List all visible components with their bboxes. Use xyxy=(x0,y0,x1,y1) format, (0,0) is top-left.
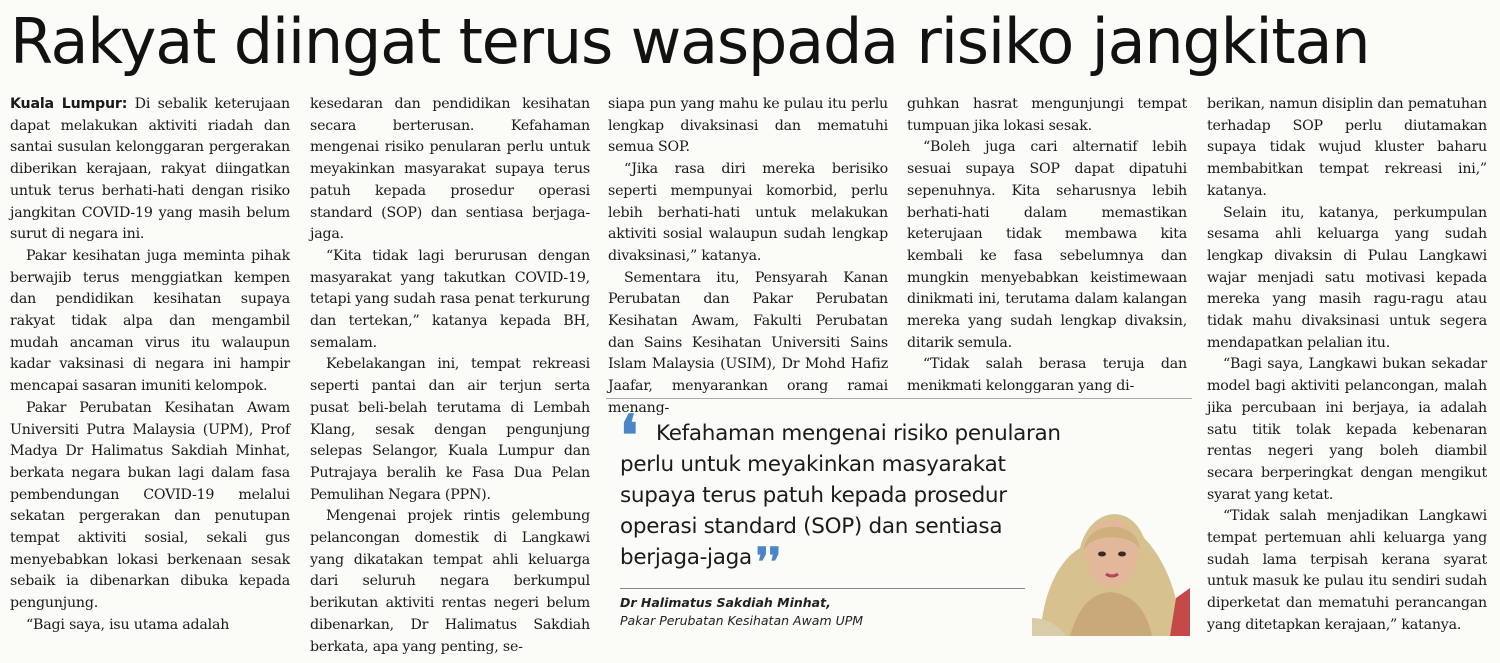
article-paragraph xyxy=(10,94,290,246)
article-paragraph: “Tidak salah menjadikan Langkawi tempat pertemuan ahli keluarga yang sudah lama terpisah kerana syarat untuk masuk ke pulau itu sendiri sudah diperketat dan mematuhi perancangan yang ditetapkan kerajaan,” katanya. xyxy=(1207,508,1487,633)
article-column-3 xyxy=(608,94,888,416)
article-paragraph: Selain itu, katanya, perkumpulan sesama ahli keluarga yang sudah lengkap divaksin di Pulau Langkawi wajar menjadi satu motivasi kepada mereka yang masih ragu-ragu atau tidak mahu divaksinasi untuk segera mendapatkan pelalian itu. xyxy=(1207,204,1487,351)
pullquote-attribution xyxy=(620,594,1020,630)
article-paragraph: siapa pun yang mahu ke pulau itu perlu lengkap divaksinasi dan mematuhi semua SOP. xyxy=(608,96,888,156)
attribution-title: Pakar Perubatan Kesihatan Awam UPM xyxy=(620,613,864,628)
dateline: Kuala Lumpur: xyxy=(10,96,128,112)
close-quote-icon: ❜❜ xyxy=(755,539,782,586)
open-quote-icon: ❛ xyxy=(620,403,639,469)
article-paragraph: Pakar Perubatan Kesihatan Awam Universiti Putra Malaysia (UPM), Prof Madya Dr Halimatus Sakdiah Minhat, berkata negara bukan lagi dalam fasa pembendungan COVID-19 melalui sekatan pergerakan dan penutupan tempat aktiviti sosial, sekali gus menyebabkan lokasi berkenaan sesak sebaik ia dibenarkan dibuka kepada pengunjung. xyxy=(10,399,290,612)
article-paragraph: “Bagi saya, isu utama adalah xyxy=(26,616,230,633)
pullquote-divider xyxy=(606,398,1192,399)
article-paragraph: “Kita tidak lagi berurusan dengan masyarakat yang takutkan COVID-19, tetapi yang sudah rasa penat terkurung dan tertekan,” katanya kepada BH, semalam. xyxy=(310,247,590,351)
pullquote xyxy=(606,404,1192,636)
article-paragraph: Kebelakangan ini, tempat rekreasi seperti pantai dan air terjun serta pusat beli-belah terutama di Lembah Klang, sesak dengan pengunjung selepas Selangor, Kuala Lumpur dan Putrajaya beralih ke Fasa Dua Pelan Pemulihan Negara (PPN). xyxy=(310,356,590,503)
article-paragraph: berikan, namun disiplin dan pematuhan terhadap SOP perlu diutamakan supaya tidak wujud kluster baharu membabitkan tempat rekreasi ini,” katanya. xyxy=(1207,96,1487,199)
article-paragraph: “Boleh juga cari alternatif lebih sesuai supaya SOP dapat dipatuhi sepenuhnya. Kita seharusnya lebih berhati-hati dalam memastikan keterujaan tidak membawa kita kembali ke fasa sebelumnya dan mungkin menyebabkan keistimewaan dinikmati ini, terutama dalam kalangan mereka yang sudah lengkap divaksin, ditarik semula. xyxy=(907,139,1187,351)
portrait-photo xyxy=(1030,468,1190,636)
portrait-illustration xyxy=(1030,468,1190,636)
pullquote-body: Kefahaman mengenai risiko penularan perlu untuk meyakinkan masyarakat supaya terus patuh kepada prosedur operasi standard (SOP) dan sentiasa berjaga-jaga xyxy=(620,421,1061,570)
article-paragraph: kesedaran dan pendidikan kesihatan secara berterusan. Kefahaman mengenai risiko penularan perlu untuk meyakinkan masyarakat supaya terus patuh kepada prosedur operasi standard (SOP) dan sentiasa berjaga-jaga. xyxy=(310,96,590,243)
article-column-1 xyxy=(10,94,290,646)
paragraph-text: Di sebalik keterujaan dapat melakukan aktiviti riadah dan santai susulan kelonggaran pergerakan diberikan kerajaan, rakyat diingatkan untuk terus berhati-hati dengan risiko jangkitan COVID-19 yang masih belum surut di negara ini. xyxy=(10,96,290,243)
article-paragraph: Sementara itu, Pensyarah Kanan Perubatan dan Pakar Perubatan Kesihatan Awam, Fakulti Perubatan dan Sains Kesihatan Universiti Sains Islam Malaysia (USIM), Dr Mohd Hafiz Jaafar, menyarankan orang ramai menang- xyxy=(608,269,888,416)
article-column-4 xyxy=(907,94,1187,395)
attribution-name: Dr Halimatus Sakdiah Minhat, xyxy=(620,595,831,610)
article-paragraph: Mengenai projek rintis gelembung pelancongan domestik di Langkawi yang dikatakan tempat ahli keluarga dari seluruh negara berkumpul berikutan aktiviti rentas negeri belum dibenarkan, Dr Halimatus Sakdiah berkata, apa yang penting, se- xyxy=(310,508,590,655)
headline: Rakyat diingat terus waspada risiko jangkitan xyxy=(10,5,1370,78)
article-column-5 xyxy=(1207,94,1487,646)
pullquote-text xyxy=(620,418,1070,586)
article-paragraph: “Bagi saya, Langkawi bukan sekadar model bagi aktiviti pelancongan, malah jika percubaan ini berjaya, ia adalah satu titik tolak kepada kebenaran rentas negeri yang boleh diambil secara berperingkat dengan mengikut syarat yang ketat. xyxy=(1207,356,1487,503)
article-paragraph: guhkan hasrat mengunjungi tempat tumpuan jika lokasi sesak. xyxy=(907,96,1187,134)
pullquote-rule xyxy=(620,588,1025,589)
article-paragraph: Pakar kesihatan juga meminta pihak berwajib terus menggiatkan kempen dan pendidikan kesihatan supaya rakyat tidak alpa dan mengambil mudah ancaman virus itu walaupun kadar vaksinasi di negara ini hampir mencapai sasaran imuniti kelompok. xyxy=(10,247,290,395)
article-column-2 xyxy=(310,94,590,655)
article-paragraph: “Jika rasa diri mereka berisiko seperti mempunyai komorbid, perlu lebih berhati-hati untuk melakukan aktiviti sosial walaupun sudah lengkap divaksinasi,” katanya. xyxy=(608,161,888,264)
article-paragraph: “Tidak salah berasa teruja dan menikmati kelonggaran yang di- xyxy=(907,356,1187,395)
